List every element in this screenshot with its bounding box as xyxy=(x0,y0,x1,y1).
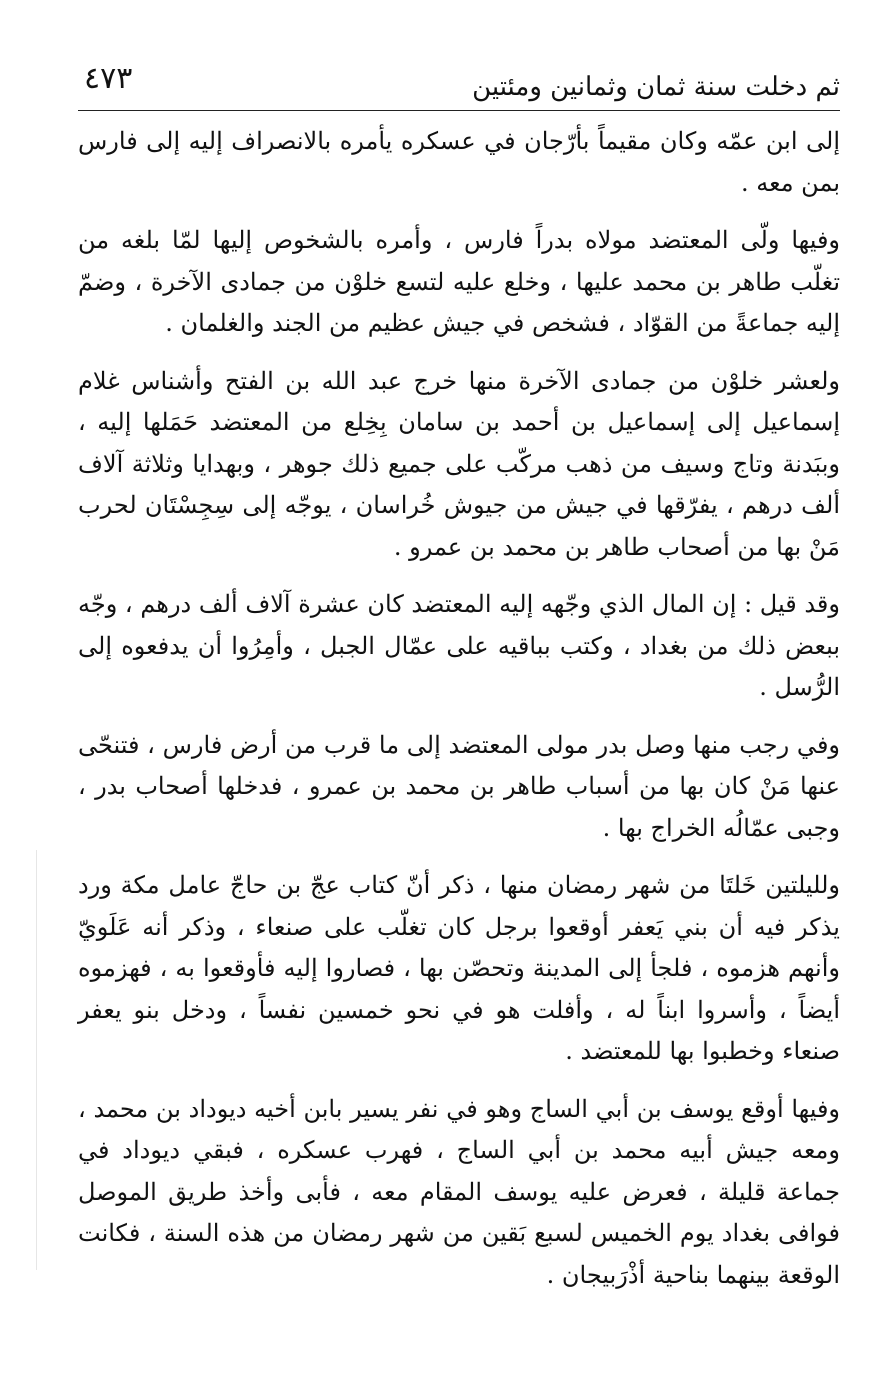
paragraph-6: ولليلتين خَلتَا من شهر رمضان منها ، ذكر أنّ كتاب عجّ بن حاجّ عامل مكة ورد يذكر فيه أن بني يَعفر أوقعوا برجل كان تغلّب على صنعاء ، وذكر أنه عَلَويّ وأنهم هزموه ، فلجأ إلى المدينة وتحصّن بها ، فصاروا إليه فأوقعوا به ، فهزموه أيضاً ، وأسروا ابناً له ، وأفلت هو في نحو خمسين نفساً ، ودخل بنو يعفر صنعاء وخطبوا بها للمعتضد . xyxy=(78,871,840,1065)
paragraph-4: وقد قيل : إن المال الذي وجّهه إليه المعتضد كان عشرة آلاف ألف درهم ، وجّه ببعض ذلك من بغداد ، وكتب بباقيه على عمّال الجبل ، وأمِرُوا أن يدفعوه إلى الرُّسل . xyxy=(78,590,840,701)
paragraph-1: إلى ابن عمّه وكان مقيماً بأرّجان في عسكره يأمره بالانصراف إليه إلى فارس بمن معه . xyxy=(78,127,840,197)
paragraph-5: وفي رجب منها وصل بدر مولى المعتضد إلى ما قرب من أرض فارس ، فتنحّى عنها مَنْ كان بها من أسباب طاهر بن محمد بن عمرو ، فدخلها أصحاب بدر ، وجبى عمّالُه الخراج بها . xyxy=(78,730,840,842)
paragraph-7: وفيها أوقع يوسف بن أبي الساج وهو في نفر يسير بابن أخيه ديوداد بن محمد ، ومعه جيش أبيه محمد بن أبي الساج ، فهرب عسكره ، فبقي ديوداد في جماعة قليلة ، فعرض عليه يوسف المقام معه ، فأبى وأخذ طريق الموصل فوافى بغداد يوم الخميس لسبع بَقين من شهر رمضان من هذه السنة ، فكانت الوقعة بينهما بناحية أذْرَبيجان . xyxy=(78,1094,840,1289)
running-header xyxy=(78,58,840,111)
body-text xyxy=(78,121,840,1296)
paragraph-2: وفيها ولّى المعتضد مولاه بدراً فارس ، وأمره بالشخوص إليها لمّا بلغه من تغلّب طاهر بن محمد عليها ، وخلع عليه لتسع خلوْن من جمادى الآخرة ، وضمّ إليه جماعةً من القوّاد ، فشخص في جيش عظيم من الجند والغلمان . xyxy=(78,226,840,337)
book-page xyxy=(78,58,840,1348)
page-edge-shadow xyxy=(36,850,37,1270)
running-header-title: ثم دخلت سنة ثمان وثمانين ومئتين xyxy=(472,72,840,102)
page-number: ٤٧٣ xyxy=(84,61,133,96)
paragraph-3: ولعشر خلوْن من جمادى الآخرة منها خرج عبد الله بن الفتح وأشناس غلام إسماعيل إلى إسماعيل بن أحمد بن سامان بِخِلع من المعتضد حَمَلها إليه ، وببَدنة وتاج وسيف من ذهب مركّب على جميع ذلك جوهر ، وبهدايا وثلاثة آلاف ألف درهم ، يفرّقها في جيش من جيوش خُراسان ، يوجّه إلى سِجِسْتَان لحرب مَنْ بها من أصحاب طاهر بن محمد بن عمرو . xyxy=(78,366,841,561)
